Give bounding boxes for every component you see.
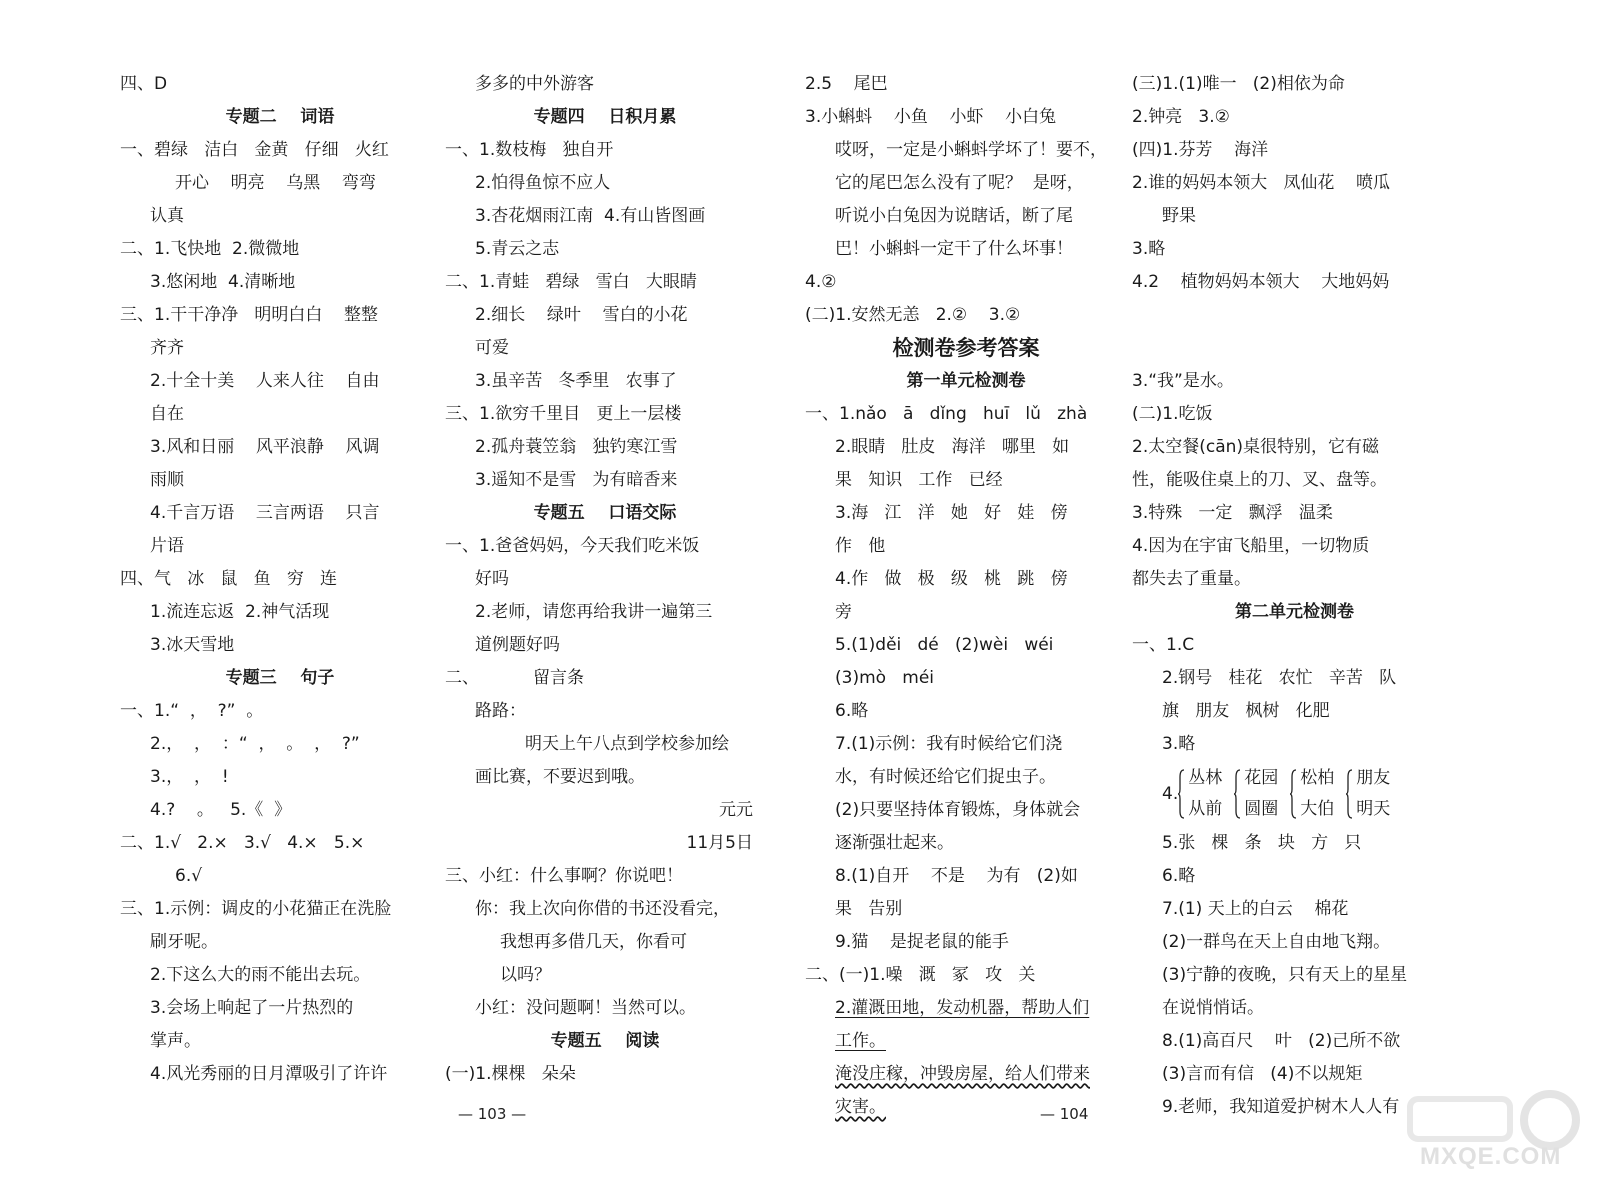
answer-line: 一、1.爸爸妈妈，今天我们吃米饭 (445, 536, 700, 556)
answer-line: 2.十全十美 人来人往 自由 (150, 371, 380, 391)
answer-line: 3.杏花烟雨江南 4.有山皆图画 (475, 206, 706, 226)
answer-line: 4.因为在宇宙飞船里，一切物质 (1132, 536, 1370, 556)
answer-line: 2.谁的妈妈本领大 凤仙花 喷瓜 (1132, 173, 1391, 193)
answer-line: 性，能吸住桌上的刀、叉、盘等。 (1132, 470, 1387, 490)
answer-line: 可爱 (475, 338, 509, 358)
answer-line: (3)mò méi (835, 668, 934, 688)
section-heading: 专题五 阅读 (550, 1031, 660, 1051)
column-4-top (1132, 68, 1457, 761)
answer-line: 一、1.nǎo ā dǐng huī lǔ zhà (805, 404, 1088, 424)
answer-line: 4.2 植物妈妈本领大 大地妈妈 (1132, 272, 1390, 292)
section-heading: 第一单元检测卷 (906, 371, 1026, 391)
answer-line: (二)1.吃饭 (1132, 404, 1213, 424)
brace-word: 圆圈 (1244, 799, 1279, 819)
answer-line: (一)1.棵棵 朵朵 (445, 1064, 576, 1084)
answer-line: 路路： (475, 701, 526, 721)
answer-line: 旗 朋友 枫树 化肥 (1162, 701, 1330, 721)
answer-line: 3.悠闲地 4.清晰地 (150, 272, 296, 292)
answer-line: 2.细长 绿叶 雪白的小花 (475, 305, 688, 325)
brace-answer-number: 4. (1162, 784, 1179, 804)
brace-word: 明天 (1356, 799, 1391, 819)
answer-line (1132, 332, 1457, 365)
section-heading: 专题四 日积月累 (533, 107, 677, 127)
section-heading: 第二单元检测卷 (1235, 602, 1354, 622)
answer-line: 3.冰天雪地 (150, 635, 235, 655)
brace-group (1290, 763, 1334, 825)
answer-line: 3.略 (1162, 734, 1196, 754)
answer-line: 多多的中外游客 (475, 74, 594, 94)
brace-icon (1178, 769, 1185, 819)
answer-line (1132, 299, 1457, 332)
section-heading: 专题三 句子 (225, 668, 335, 688)
answer-line: (3)宁静的夜晚，只有天上的星星 (1162, 965, 1408, 985)
answer-line: 你：我上次向你借的书还没看完， (475, 899, 730, 919)
answer-line: 巴！小蝌蚪一定干了什么坏事！ (835, 239, 1073, 259)
answer-line: 二、1.青蛙 碧绿 雪白 大眼睛 (445, 272, 697, 292)
watermark-text: MXQE.COM (1420, 1143, 1562, 1170)
answer-line: 5.(1)děi dé (2)wèi wéi (835, 635, 1054, 655)
brace-group (1178, 763, 1222, 825)
answer-line: (四)1.芬芳 海洋 (1132, 140, 1269, 160)
column-4 (1132, 68, 1457, 1117)
answer-line: 6.略 (1162, 866, 1196, 886)
answer-line: 以吗？ (500, 965, 551, 985)
page-number-right: — 104 (1040, 1105, 1089, 1123)
answer-line: 3.略 (1132, 239, 1166, 259)
answer-line: 3.遥知不是雪 为有暗香来 (475, 470, 678, 490)
answer-line: 工作。 (835, 1031, 886, 1051)
answer-line: 道例题好吗 (475, 635, 560, 655)
answer-line: 3.“我”是水。 (1132, 371, 1234, 391)
column-1 (120, 68, 440, 1098)
brace-word: 大伯 (1300, 799, 1335, 819)
answer-line: 2.太空餐(cān)桌很特别，它有磁 (1132, 437, 1380, 457)
answer-line: 野果 (1162, 206, 1196, 226)
answer-line: 3.海 江 洋 她 好 娃 傍 (835, 503, 1068, 523)
answer-line: 四、气 冰 鼠 鱼 穷 连 (120, 569, 338, 589)
answer-line: 8.(1)自开 不是 为有 (2)如 (835, 866, 1078, 886)
answer-line: 一、1.数枝梅 独自开 (445, 140, 614, 160)
brace-icon (1346, 769, 1353, 819)
brace-word: 从前 (1188, 799, 1223, 819)
answer-line: 4.风光秀丽的日月潭吸引了许许 (150, 1064, 388, 1084)
answer-line: 果 知识 工作 已经 (835, 470, 1003, 490)
answer-line: 2.灌溉田地，发动机器，帮助人们 (835, 998, 1090, 1018)
answer-line: (3)言而有信 (4)不以规矩 (1162, 1064, 1363, 1084)
answer-line: 小红：没问题啊！当然可以。 (475, 998, 696, 1018)
answer-line: 2.下这么大的雨不能出去玩。 (150, 965, 371, 985)
brace-group (1234, 763, 1278, 825)
answer-line: 二、 留言条 (445, 668, 585, 688)
answer-line: 3.虽辛苦 冬季里 农事了 (475, 371, 677, 391)
answer-line: 2.眼睛 肚皮 海洋 哪里 如 (835, 437, 1070, 457)
answer-line: (三)1.(1)唯一 (2)相依为命 (1132, 74, 1345, 94)
answer-line: 1.流连忘返 2.神气活现 (150, 602, 330, 622)
answer-line: 3.会场上响起了一片热烈的 (150, 998, 354, 1018)
brace-answer-row (1132, 761, 1457, 827)
column-2 (445, 68, 765, 1098)
answer-line: 画比赛，不要迟到哦。 (475, 767, 645, 787)
answer-line: (2)一群鸟在天上自由地飞翔。 (1162, 932, 1391, 952)
answer-line: 果 告别 (835, 899, 903, 919)
answer-line: 二、1.√ 2.× 3.√ 4.× 5.× (120, 833, 365, 853)
answer-line: 9.猫 是捉老鼠的能手 (835, 932, 1009, 952)
answer-line: 片语 (150, 536, 184, 556)
answer-line: 5.青云之志 (475, 239, 560, 259)
answer-line: 认真 (150, 206, 184, 226)
brace-group (1346, 763, 1390, 825)
answer-line: 三、小红：什么事啊？你说吧！ (445, 866, 683, 886)
main-heading: 检测卷参考答案 (892, 336, 1040, 360)
answer-line: 3.， ， ! (150, 767, 229, 787)
answer-line: 开心 明亮 乌黑 弯弯 (175, 173, 376, 193)
answer-line: 三、1.示例：调皮的小花猫正在洗脸 (120, 899, 392, 919)
answer-line: 3.小蝌蚪 小鱼 小虾 小白兔 (805, 107, 1057, 127)
answer-line: 4.② (805, 272, 837, 292)
answer-line: 我想再多借几天，你看可 (500, 932, 687, 952)
answer-line: 灾害。 (835, 1097, 886, 1117)
answer-line: 9.老师，我知道爱护树木人人有 (1162, 1097, 1400, 1117)
answer-line: 4.? 。 5.《 》 (150, 800, 292, 820)
answer-line: 4.作 做 极 级 桃 跳 傍 (835, 569, 1068, 589)
answer-line: 雨顺 (150, 470, 184, 490)
section-heading: 专题二 词语 (225, 107, 335, 127)
answer-line: 在说悄悄话。 (1162, 998, 1264, 1018)
brace-word: 松柏 (1300, 768, 1335, 788)
answer-line: 5.张 棵 条 块 方 只 (1162, 833, 1362, 853)
brace-icon (1290, 769, 1297, 819)
answer-line: 都失去了重量。 (1132, 569, 1251, 589)
answer-line: 2.钟亮 3.② (1132, 107, 1230, 127)
answer-line: 7.(1) 天上的白云 棉花 (1162, 899, 1349, 919)
answer-line: (二)1.安然无恙 2.② 3.② (805, 305, 1021, 325)
watermark-logo (1400, 1085, 1590, 1177)
answer-line: 四、D (120, 74, 168, 94)
answer-line: 11月5日 (686, 833, 753, 853)
answer-line: 2.钢号 桂花 农忙 辛苦 队 (1162, 668, 1397, 688)
section-heading: 专题五 口语交际 (533, 503, 677, 523)
brace-icon (1234, 769, 1241, 819)
answer-line: 7.(1)示例：我有时候给它们浇 (835, 734, 1063, 754)
answer-line: 自在 (150, 404, 184, 424)
answer-line: 旁 (835, 602, 852, 622)
answer-line: 淹没庄稼，冲毁房屋，给人们带来 (835, 1064, 1090, 1084)
brace-word: 丛林 (1188, 768, 1223, 788)
answer-line: 一、1.“ ， ?” 。 (120, 701, 264, 721)
answer-line: 2.老师，请您再给我讲一遍第三 (475, 602, 713, 622)
answer-line: 3.风和日丽 风平浪静 风调 (150, 437, 380, 457)
answer-line: 一、1.C (1132, 635, 1195, 655)
answer-line: 听说小白兔因为说瞎话，断了尾 (835, 206, 1073, 226)
answer-line: 哎呀，一定是小蝌蚪学坏了！要不， (835, 140, 1107, 160)
answer-line: 4.千言万语 三言两语 只言 (150, 503, 380, 523)
answer-line: 作 他 (835, 536, 886, 556)
answer-line: 2.5 尾巴 (805, 74, 888, 94)
answer-line: 一、碧绿 洁白 金黄 仔细 火红 (120, 140, 389, 160)
answer-line: 好吗 (475, 569, 509, 589)
answer-line: 齐齐 (150, 338, 184, 358)
answer-line: 三、1.欲穷千里目 更上一层楼 (445, 404, 682, 424)
page-number-left: — 103 — (458, 1105, 527, 1123)
answer-line: 逐渐强壮起来。 (835, 833, 954, 853)
brace-word: 花园 (1244, 768, 1279, 788)
answer-line: 2.， ， ：“ ， 。 ， ?” (150, 734, 360, 754)
answer-line: 8.(1)高百尺 叶 (2)己所不欲 (1162, 1031, 1401, 1051)
column-4-bottom (1132, 827, 1457, 1124)
answer-line: 6.略 (835, 701, 869, 721)
answer-line: (2)只要坚持体育锻炼，身体就会 (835, 800, 1081, 820)
answer-line: 掌声。 (150, 1031, 201, 1051)
answer-line: 6.√ (175, 866, 203, 886)
answer-line: 2.怕得鱼惊不应人 (475, 173, 611, 193)
answer-line: 明天上午八点到学校参加绘 (525, 734, 729, 754)
answer-line: 水，有时候还给它们捉虫子。 (835, 767, 1056, 787)
answer-line: 它的尾巴怎么没有了呢？ 是呀， (835, 173, 1084, 193)
answer-line: 二、(一)1.噪 溉 冢 攻 关 (805, 965, 1036, 985)
answer-line: 2.孤舟蓑笠翁 独钓寒江雪 (475, 437, 678, 457)
answer-line: 3.特殊 一定 飘浮 温柔 (1132, 503, 1333, 523)
answer-line: 三、1.干干净净 明明白白 整整 (120, 305, 379, 325)
answer-line: 刷牙呢。 (150, 932, 218, 952)
answer-line: 二、1.飞快地 2.微微地 (120, 239, 300, 259)
answer-line: 元元 (719, 800, 753, 820)
brace-word: 朋友 (1356, 768, 1391, 788)
